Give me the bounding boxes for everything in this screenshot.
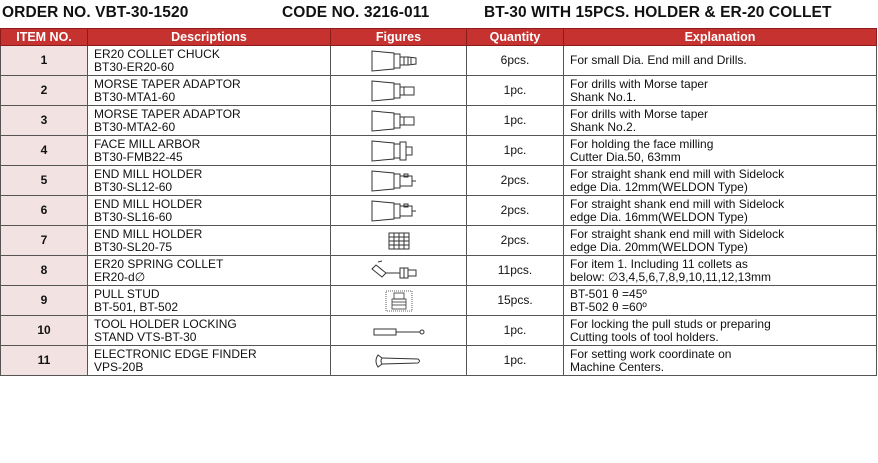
explanation-line-2: edge Dia. 16mm(WELDON Type) xyxy=(570,209,748,224)
header xyxy=(0,0,878,28)
item-description xyxy=(88,136,331,166)
table-row xyxy=(1,226,877,256)
col-figures: Figures xyxy=(331,29,467,46)
item-figure xyxy=(331,106,467,136)
explanation-line-1: For straight shank end mill with Sidelock xyxy=(570,226,785,241)
item-number: 9 xyxy=(1,286,88,316)
explanation-line-1: For drills with Morse taper xyxy=(570,106,709,121)
item-explanation xyxy=(564,226,877,256)
item-figure xyxy=(331,46,467,76)
table-row xyxy=(1,316,877,346)
face-mill-arbor-icon xyxy=(331,139,466,163)
item-figure xyxy=(331,136,467,166)
description-name: PULL STUD xyxy=(94,286,160,301)
item-quantity: 1pc. xyxy=(467,316,564,346)
item-figure xyxy=(331,196,467,226)
item-quantity: 1pc. xyxy=(467,346,564,376)
explanation-line-2: Shank No.1. xyxy=(570,89,637,104)
item-description xyxy=(88,166,331,196)
description-model: BT30-FMB22-45 xyxy=(94,149,183,164)
explanation-line-2: edge Dia. 20mm(WELDON Type) xyxy=(570,239,748,254)
col-item-no: ITEM NO. xyxy=(1,29,88,46)
item-description xyxy=(88,256,331,286)
table-row xyxy=(1,76,877,106)
item-explanation xyxy=(564,286,877,316)
item-quantity: 6pcs. xyxy=(467,46,564,76)
explanation-line-1: For straight shank end mill with Sidelock xyxy=(570,196,785,211)
description-name: MORSE TAPER ADAPTOR xyxy=(94,76,241,91)
explanation-line-2: Machine Centers. xyxy=(570,359,665,374)
item-explanation xyxy=(564,196,877,226)
table-row xyxy=(1,196,877,226)
description-model: BT30-ER20-60 xyxy=(94,59,175,74)
description-name: ER20 COLLET CHUCK xyxy=(94,46,220,61)
table-row xyxy=(1,46,877,76)
explanation-line-1: For holding the face milling xyxy=(570,136,714,151)
explanation-line-1: For locking the pull studs or preparing xyxy=(570,316,771,331)
item-quantity: 2pcs. xyxy=(467,226,564,256)
item-explanation xyxy=(564,316,877,346)
description-model: VPS-20B xyxy=(94,359,144,374)
morse-taper-adaptor-icon xyxy=(331,109,466,133)
description-model: BT30-SL16-60 xyxy=(94,209,173,224)
pull-stud-icon xyxy=(331,289,466,313)
explanation-line-1: For item 1. Including 11 collets as xyxy=(570,256,748,271)
wrench-icon xyxy=(331,349,466,373)
item-figure xyxy=(331,286,467,316)
end-mill-holder-icon xyxy=(331,169,466,193)
table-row xyxy=(1,346,877,376)
item-figure xyxy=(331,256,467,286)
description-model: BT-501, BT-502 xyxy=(94,299,179,314)
table-row xyxy=(1,286,877,316)
item-number: 5 xyxy=(1,166,88,196)
description-name: MORSE TAPER ADAPTOR xyxy=(94,106,241,121)
explanation-line-2: below: ∅3,4,5,6,7,8,9,10,11,12,13mm xyxy=(570,269,772,284)
description-name: END MILL HOLDER xyxy=(94,196,203,211)
item-description xyxy=(88,286,331,316)
item-quantity: 2pcs. xyxy=(467,196,564,226)
item-number: 8 xyxy=(1,256,88,286)
item-description xyxy=(88,46,331,76)
item-number: 4 xyxy=(1,136,88,166)
explanation-line-2: Cutter Dia.50, 63mm xyxy=(570,149,681,164)
item-quantity: 15pcs. xyxy=(467,286,564,316)
item-number: 11 xyxy=(1,346,88,376)
item-quantity: 1pc. xyxy=(467,106,564,136)
explanation-line-2: edge Dia. 12mm(WELDON Type) xyxy=(570,179,748,194)
code-number: CODE NO. 3216-011 xyxy=(282,4,430,21)
spring-collet-icon xyxy=(331,229,466,253)
item-quantity: 1pc. xyxy=(467,76,564,106)
end-mill-holder-icon xyxy=(331,199,466,223)
description-name: FACE MILL ARBOR xyxy=(94,136,201,151)
item-explanation xyxy=(564,166,877,196)
item-figure xyxy=(331,166,467,196)
table-header-row xyxy=(1,29,877,46)
item-explanation xyxy=(564,46,877,76)
col-quantity: Quantity xyxy=(467,29,564,46)
description-name: END MILL HOLDER xyxy=(94,166,203,181)
description-name: END MILL HOLDER xyxy=(94,226,203,241)
item-description xyxy=(88,346,331,376)
collet-set-icon xyxy=(331,259,466,283)
item-number: 2 xyxy=(1,76,88,106)
item-figure xyxy=(331,346,467,376)
item-number: 7 xyxy=(1,226,88,256)
item-description xyxy=(88,196,331,226)
item-description xyxy=(88,106,331,136)
explanation-line-1: For small Dia. End mill and Drills. xyxy=(570,53,747,67)
item-quantity: 11pcs. xyxy=(467,256,564,286)
description-model: STAND VTS-BT-30 xyxy=(94,329,197,344)
item-number: 10 xyxy=(1,316,88,346)
item-quantity: 2pcs. xyxy=(467,166,564,196)
item-explanation xyxy=(564,346,877,376)
table-row xyxy=(1,166,877,196)
description-model: BT30-MTA1-60 xyxy=(94,89,176,104)
item-explanation xyxy=(564,76,877,106)
description-name: ELECTRONIC EDGE FINDER xyxy=(94,346,257,361)
order-number: ORDER NO. VBT-30-1520 xyxy=(2,4,189,21)
items-table xyxy=(0,28,877,376)
table-row xyxy=(1,106,877,136)
col-descriptions: Descriptions xyxy=(88,29,331,46)
description-model: BT30-MTA2-60 xyxy=(94,119,176,134)
description-model: ER20-d∅ xyxy=(94,269,146,284)
description-model: BT30-SL12-60 xyxy=(94,179,173,194)
explanation-line-1: For straight shank end mill with Sidelock xyxy=(570,166,785,181)
explanation-line-1: For setting work coordinate on xyxy=(570,346,732,361)
explanation-line-2: Shank No.2. xyxy=(570,119,637,134)
morse-taper-adaptor-icon xyxy=(331,79,466,103)
description-model: BT30-SL20-75 xyxy=(94,239,173,254)
table-row xyxy=(1,256,877,286)
item-explanation xyxy=(564,106,877,136)
description-name: TOOL HOLDER LOCKING xyxy=(94,316,237,331)
table-row xyxy=(1,136,877,166)
col-explanation: Explanation xyxy=(564,29,877,46)
explanation-line-1: For drills with Morse taper xyxy=(570,76,709,91)
item-number: 3 xyxy=(1,106,88,136)
product-title: BT-30 WITH 15PCS. HOLDER & ER-20 COLLET xyxy=(484,4,832,21)
item-number: 1 xyxy=(1,46,88,76)
explanation-line-2: BT-502 θ =60º xyxy=(570,299,647,314)
item-explanation xyxy=(564,136,877,166)
item-figure xyxy=(331,316,467,346)
item-description xyxy=(88,316,331,346)
item-number: 6 xyxy=(1,196,88,226)
item-figure xyxy=(331,76,467,106)
description-name: ER20 SPRING COLLET xyxy=(94,256,224,271)
item-explanation xyxy=(564,256,877,286)
collet-chuck-icon xyxy=(331,49,466,73)
locking-stand-icon xyxy=(331,319,466,343)
item-figure xyxy=(331,226,467,256)
explanation-line-2: Cutting tools of tool holders. xyxy=(570,329,719,344)
item-quantity: 1pc. xyxy=(467,136,564,166)
item-description xyxy=(88,76,331,106)
item-description xyxy=(88,226,331,256)
explanation-line-1: BT-501 θ =45º xyxy=(570,286,647,301)
